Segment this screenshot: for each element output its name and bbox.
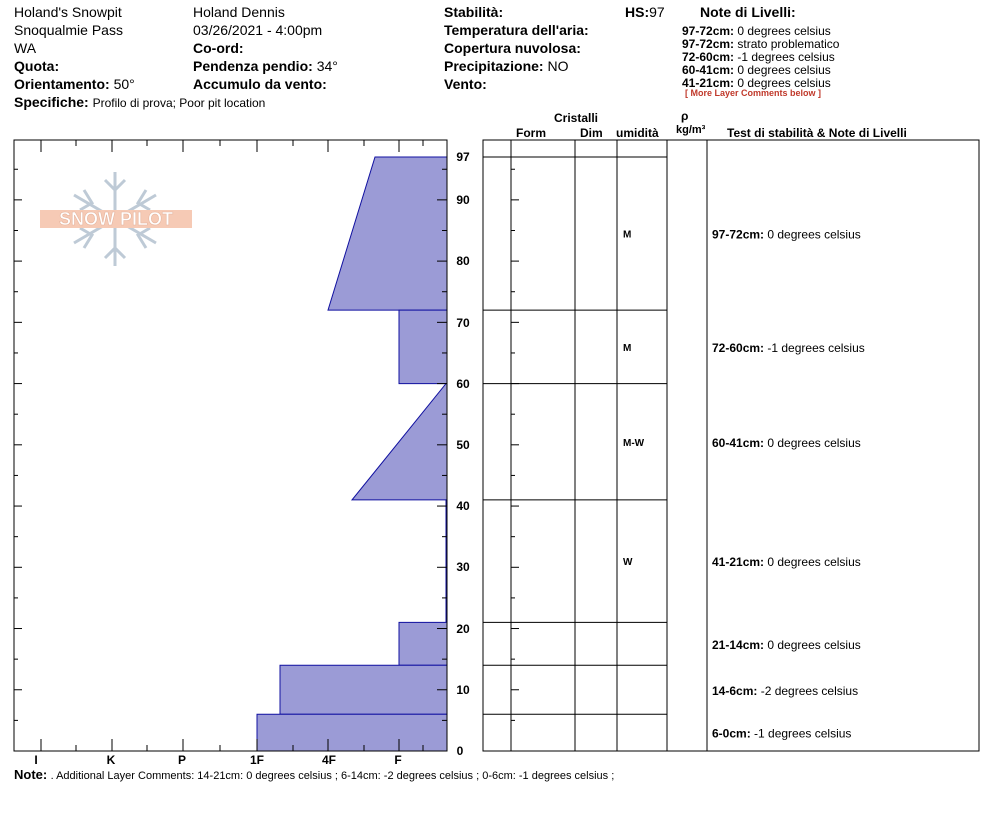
depth-label: 50 <box>456 438 470 452</box>
stability-label: Stabilità: <box>444 4 504 20</box>
depth-label: 10 <box>456 683 470 697</box>
snowpilot-logo <box>40 172 192 266</box>
specifics-value: Profilo di prova; Poor pit location <box>92 96 266 110</box>
moisture-labels <box>623 230 645 569</box>
layer-comment <box>712 638 861 652</box>
hardness-profile <box>257 157 447 751</box>
layer-note-text: 0 degrees celsius <box>737 24 831 38</box>
note <box>14 767 614 782</box>
layer-comment <box>712 436 861 450</box>
hardness-layer <box>352 384 447 500</box>
hs-label: HS: <box>625 4 650 20</box>
depth-label: 30 <box>456 560 470 574</box>
moisture-label: W <box>623 557 633 569</box>
precip-value: NO <box>547 58 569 74</box>
size-header: Dim <box>580 126 603 140</box>
hardness-label-f: F <box>394 753 402 767</box>
moisture-header: umidità <box>616 126 659 140</box>
layer-comment-range: 60-41cm: <box>712 435 768 450</box>
depth-label: 70 <box>456 316 470 330</box>
hardness-label-k: K <box>106 753 116 767</box>
layer-comment-text: -1 degrees celsius <box>754 726 852 741</box>
layer-note-range: 60-41cm: <box>682 63 735 77</box>
moisture-label: M <box>623 229 632 241</box>
hardness-layer <box>280 665 447 714</box>
depth-label: 60 <box>456 377 470 391</box>
hardness-layer <box>399 310 447 383</box>
moisture-label: M-W <box>623 437 645 449</box>
layer-note-range: 97-72cm: <box>682 24 735 38</box>
hs-value: 97 <box>649 4 665 20</box>
layer-comment <box>712 341 865 355</box>
precip-label: Precipitazione: <box>444 58 544 74</box>
layer-comment-text: 0 degrees celsius <box>767 227 861 242</box>
layer-note-text: -1 degrees celsius <box>737 50 835 64</box>
layer-comment-range: 72-60cm: <box>712 340 768 355</box>
layer-comment-text: -2 degrees celsius <box>760 683 859 698</box>
layer-comment-text: -1 degrees celsius <box>767 340 865 355</box>
hardness-label-p: P <box>177 753 187 767</box>
stability-notes-header: Test di stabilità & Note di Livelli <box>727 126 907 140</box>
density-unit-header: kg/m³ <box>676 124 706 136</box>
aspect-value: 50° <box>113 76 135 92</box>
wind-loading-label: Accumulo da vento: <box>193 76 327 92</box>
quota-label: Quota: <box>14 58 60 74</box>
slope-value: 34° <box>316 58 338 74</box>
layer-note-text: 0 degrees celsius <box>737 63 831 77</box>
observer: Holand Dennis <box>193 4 285 20</box>
layer-comment <box>712 228 861 242</box>
form-header: Form <box>516 126 546 140</box>
top-ticks <box>41 140 423 152</box>
location: Snoqualmie Pass <box>14 22 123 38</box>
layer-note-range: 72-60cm: <box>682 50 735 64</box>
hardness-label-4f: 4F <box>321 753 337 767</box>
slope-label: Pendenza pendio: <box>193 58 313 74</box>
more-layer-comments-link[interactable]: [ More Layer Comments below ] <box>685 88 822 98</box>
depth-axis <box>456 150 470 758</box>
depth-label: 80 <box>456 254 470 268</box>
wind-label: Vento: <box>444 76 487 92</box>
note-text: . Additional Layer Comments: 14-21cm: 0 degrees celsius ; 6-14cm: -2 degrees celsius ; 0-6cm: -1 degrees celsius ; <box>50 770 615 782</box>
note-label: Note: <box>14 767 48 782</box>
layer-comment-range: 14-6cm: <box>712 683 761 698</box>
depth-label: 0 <box>456 744 464 758</box>
hardness-layer <box>328 157 447 310</box>
depth-label: 40 <box>456 499 470 513</box>
table-depth-ticks <box>511 169 519 751</box>
specifics-label: Specifiche: <box>14 94 89 110</box>
rho-header: ρ <box>681 109 689 123</box>
logo-text: SNOW PILOT <box>59 209 173 229</box>
datetime: 03/26/2021 - 4:00pm <box>193 22 323 38</box>
layer-note-range: 41-21cm: <box>682 76 735 90</box>
layer-comments <box>712 228 865 741</box>
layer-comment-text: 0 degrees celsius <box>767 555 861 570</box>
pit-name: Holand's Snowpit <box>14 4 122 20</box>
air-temp-label: Temperatura dell'aria: <box>444 22 589 38</box>
hardness-label-i: I <box>34 753 38 767</box>
layer-comment-range: 21-14cm: <box>712 637 768 652</box>
layer-notes-title: Note di Livelli: <box>700 4 796 20</box>
layer-table-columns <box>511 140 707 751</box>
layer-comment-text: 0 degrees celsius <box>767 435 861 450</box>
crystals-header: Cristalli <box>554 111 599 125</box>
depth-label: 20 <box>456 622 470 636</box>
depth-label: 97 <box>456 150 470 164</box>
layer-note-text: 0 degrees celsius <box>737 76 831 90</box>
hardness-layer <box>257 714 447 751</box>
layer-comment-range: 41-21cm: <box>712 555 768 570</box>
hardness-label-1f: 1F <box>249 753 265 767</box>
aspect-label: Orientamento: <box>14 76 110 92</box>
layer-comment <box>712 684 858 698</box>
depth-label: 90 <box>456 193 470 207</box>
layer-note-text: strato problematico <box>737 37 840 51</box>
layer-comment-text: 0 degrees celsius <box>767 637 861 652</box>
cloud-label: Copertura nuvolosa: <box>444 40 581 56</box>
state: WA <box>14 40 37 56</box>
layer-comment <box>712 727 851 741</box>
layer-note-range: 97-72cm: <box>682 37 735 51</box>
layer-comment <box>712 555 861 569</box>
hardness-scale <box>34 753 401 767</box>
layer-comment-range: 6-0cm: <box>712 726 755 741</box>
layer-comment-range: 97-72cm: <box>712 227 768 242</box>
moisture-label: M <box>623 342 632 354</box>
coord-label: Co-ord: <box>193 40 244 56</box>
